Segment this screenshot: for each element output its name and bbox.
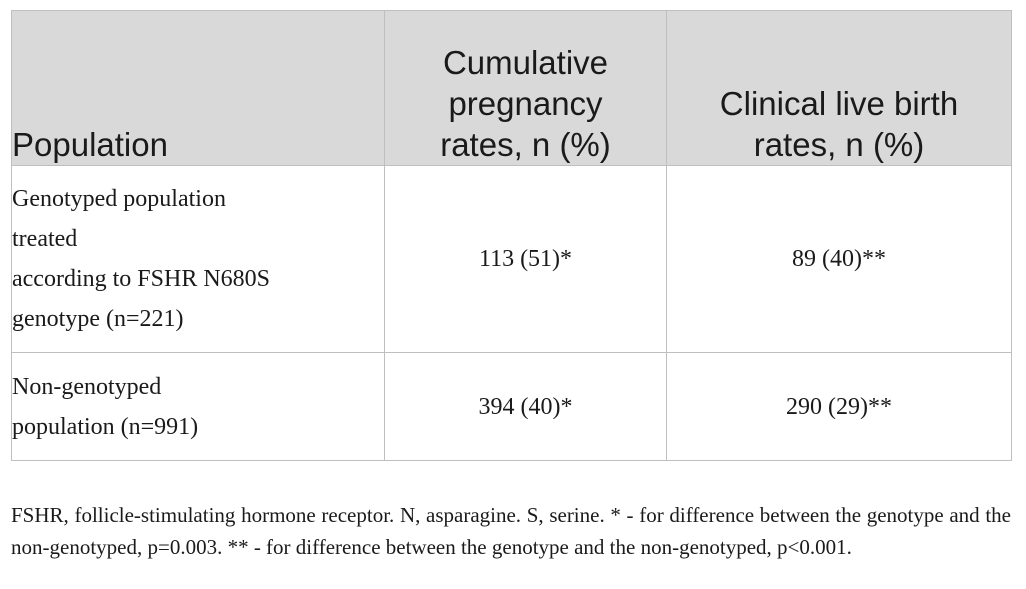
cell-live-birth-rate: 89 (40)** [667,166,1012,353]
table-container [11,10,1011,461]
header-pregnancy-line: rates, n (%) [440,126,611,163]
cell-pregnancy-rate: 394 (40)* [385,353,667,461]
header-live-birth-line: rates, n (%) [753,126,925,163]
table-row [12,166,1012,353]
population-line: genotype (n=221) [12,306,184,332]
population-line: Non-genotyped [12,373,162,400]
table-body [12,166,1012,461]
results-table [11,10,1012,461]
header-pregnancy-line: pregnancy [448,85,603,122]
table-header [12,11,1012,166]
header-population [12,11,385,166]
header-cumulative-pregnancy [385,11,667,166]
header-row [12,11,1012,166]
cell-pregnancy-rate: 113 (51)* [385,166,667,353]
population-line: population (n=991) [12,413,199,440]
population-line: according to FSHR N680S [12,266,270,292]
header-live-birth-line: Clinical live birth [719,85,959,122]
header-pregnancy-line: Cumulative [442,44,609,81]
population-line: Genotyped population [12,186,226,212]
table-footnote: FSHR, follicle-stimulating hormone receptor. N, asparagine. S, serine. * - for difference between the genotype and the non-genotyped, p=0.003. ** - for difference between the genotype and the non-genotyped, p<0.001. [11,503,1011,559]
population-line: treated [12,226,78,252]
cell-population [12,353,385,461]
header-clinical-live-birth [667,11,1012,166]
cell-live-birth-rate: 290 (29)** [667,353,1012,461]
cell-population [12,166,385,353]
table-row [12,353,1012,461]
header-population-label: Population [12,126,168,163]
